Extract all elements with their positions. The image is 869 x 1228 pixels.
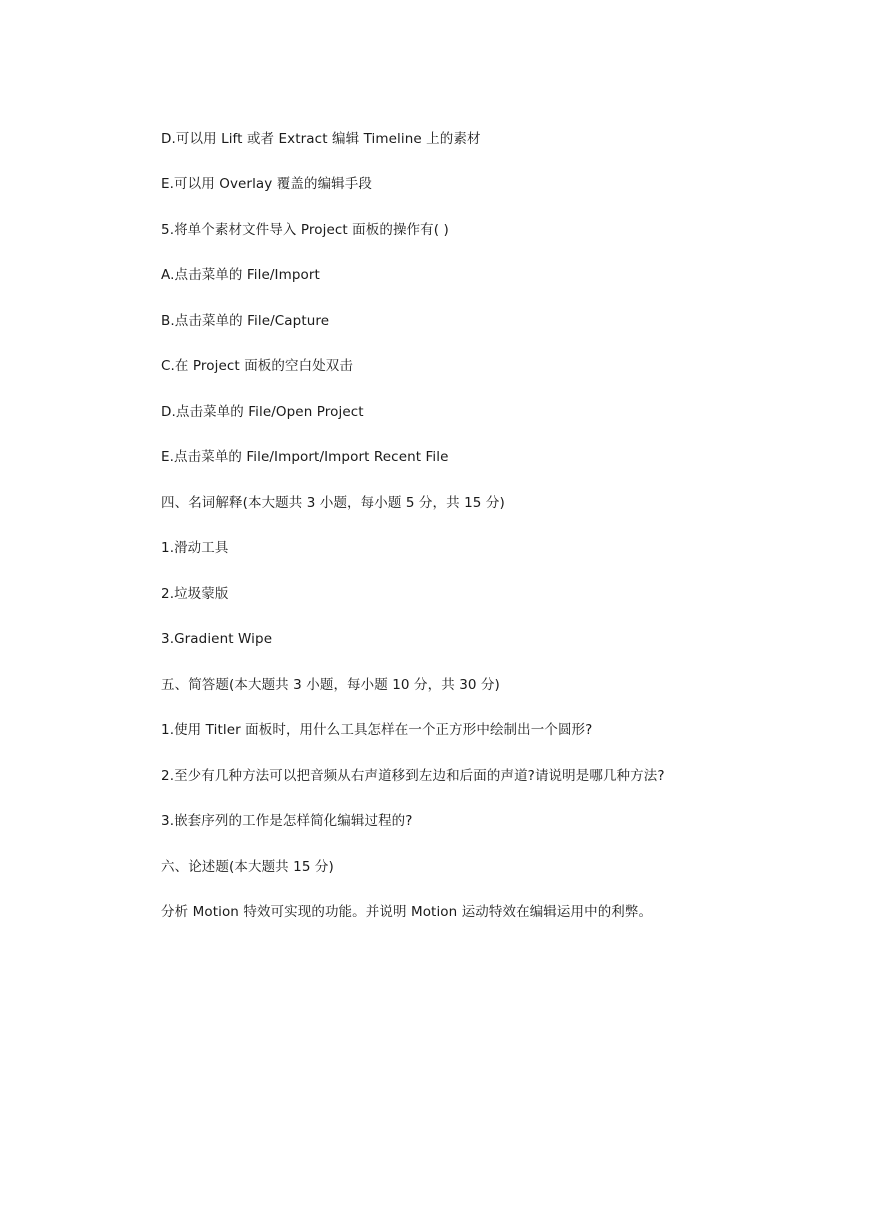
section-4-heading: 四、名词解释(本大题共 3 小题，每小题 5 分，共 15 分): [161, 495, 505, 511]
short-question-3: 3.嵌套序列的工作是怎样简化编辑过程的?: [161, 813, 413, 829]
short-question-1: 1.使用 Titler 面板时，用什么工具怎样在一个正方形中绘制出一个圆形?: [161, 722, 593, 738]
option-a-file-import: A.点击菜单的 File/Import: [161, 267, 320, 283]
option-e-overlay: E.可以用 Overlay 覆盖的编辑手段: [161, 176, 372, 192]
section-5-heading: 五、简答题(本大题共 3 小题，每小题 10 分，共 30 分): [161, 677, 500, 693]
option-b-file-capture: B.点击菜单的 File/Capture: [161, 313, 330, 329]
term-1: 1.滑动工具: [161, 540, 229, 556]
section-6-heading: 六、论述题(本大题共 15 分): [161, 859, 334, 875]
essay-question: 分析 Motion 特效可实现的功能。并说明 Motion 运动特效在编辑运用中的利弊。: [161, 904, 653, 920]
option-c-double-click: C.在 Project 面板的空白处双击: [161, 358, 353, 374]
option-e-import-recent: E.点击菜单的 File/Import/Import Recent File: [161, 449, 449, 465]
question-5: 5.将单个素材文件导入 Project 面板的操作有( ): [161, 222, 449, 238]
term-2: 2.垃圾蒙版: [161, 586, 229, 602]
option-d-lift-extract: D.可以用 Lift 或者 Extract 编辑 Timeline 上的素材: [161, 131, 481, 147]
short-question-2: 2.至少有几种方法可以把音频从右声道移到左边和后面的声道?请说明是哪几种方法?: [161, 768, 665, 784]
term-3: 3.Gradient Wipe: [161, 631, 273, 647]
option-d-open-project: D.点击菜单的 File/Open Project: [161, 404, 364, 420]
